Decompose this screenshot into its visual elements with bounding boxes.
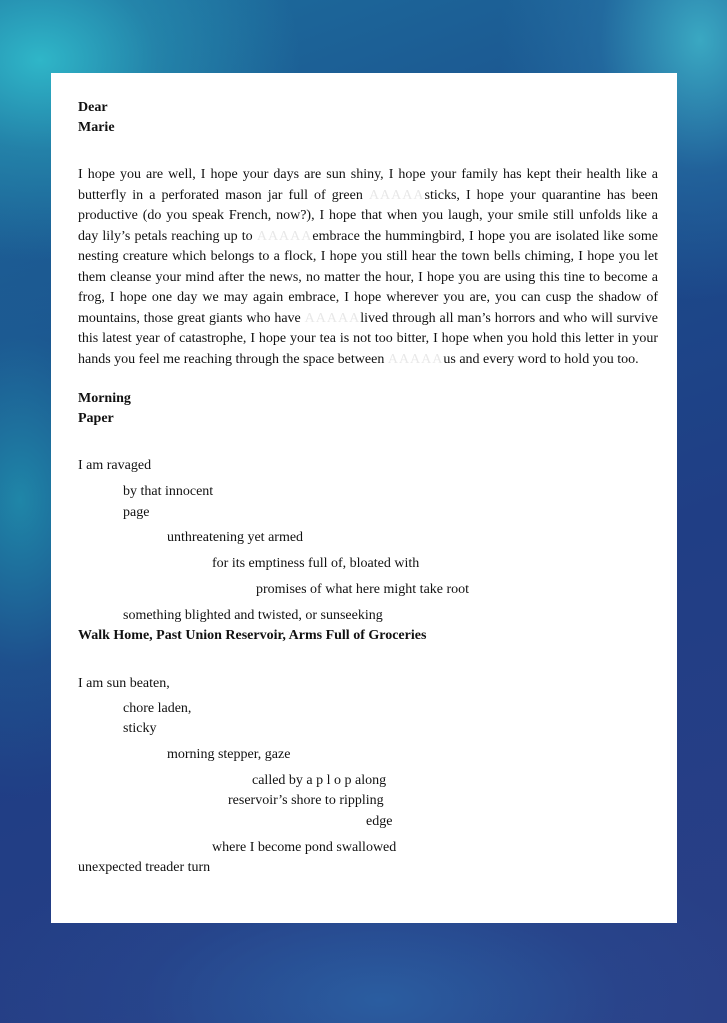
letter-text: sticks, I hope your quarantine has been productive (do you speak French, now?), I hope that when you laugh, your smile still unfolds like a day lily’s petals reaching up to bbox=[78, 187, 658, 244]
letter-salutation-line1: Dear bbox=[78, 100, 108, 115]
poem1-line: I am ravaged bbox=[78, 458, 152, 473]
letter-text: lived through all man’s horrors and who will survive this latest year of catastrophe, I hope your tea is not too bitter, I hope when you hold this letter in your hands you feel me reaching through the space between bbox=[78, 310, 658, 367]
poem1-line: promises of what here might take root bbox=[256, 582, 470, 597]
poem2-line: reservoir’s shore to rippling bbox=[228, 793, 384, 808]
poem2-line: morning stepper, gaze bbox=[167, 747, 291, 762]
letter-text: embrace the hummingbird, I hope you are isolated like some nesting creature which belongs to a flock, I hope you still hear the town bells chiming, I hope you let them cleanse your mind after the news, no matter the hour, I hope you are using this tine to become a frog, I hope one day we may again embrace, I hope wherever you are, you can cusp the shadow of mountains, those great giants who have bbox=[78, 228, 658, 326]
poem1-title-line1: Morning bbox=[78, 391, 131, 406]
poem1-line: unthreatening yet armed bbox=[167, 530, 304, 545]
poem2-line: sticky bbox=[123, 721, 157, 736]
poem2-title: Walk Home, Past Union Reservoir, Arms Full of Groceries bbox=[78, 628, 427, 643]
poem2-line: where I become pond swallowed bbox=[212, 840, 397, 855]
spacer-glyphs: AAAAA bbox=[256, 228, 313, 244]
letter-text: us and every word to hold you too. bbox=[443, 351, 639, 367]
poem1-line: something blighted and twisted, or sunseeking bbox=[123, 608, 383, 623]
page-sheet bbox=[51, 73, 677, 923]
poem2-line: called by a p l o p along bbox=[252, 773, 387, 788]
letter-body bbox=[78, 165, 658, 370]
poem1-title-line2: Paper bbox=[78, 411, 114, 426]
poem1-line: page bbox=[123, 505, 150, 520]
spacer-glyphs: AAAAA bbox=[304, 310, 361, 326]
letter-text: I hope you are well, I hope your days are sun shiny, I hope your family has kept their health like a butterfly in a perforated mason jar full of green bbox=[78, 167, 658, 203]
spacer-glyphs: AAAAA bbox=[387, 351, 444, 367]
spacer-glyphs: AAAAA bbox=[368, 187, 425, 203]
poem2-line: unexpected treader turn bbox=[78, 860, 211, 875]
letter-salutation-line2: Marie bbox=[78, 120, 115, 135]
poem2-line: edge bbox=[366, 814, 393, 829]
poem1-line: for its emptiness full of, bloated with bbox=[212, 556, 420, 571]
poem2-line: I am sun beaten, bbox=[78, 676, 170, 691]
poem1-line: by that innocent bbox=[123, 484, 214, 499]
poem2-line: chore laden, bbox=[123, 701, 192, 716]
